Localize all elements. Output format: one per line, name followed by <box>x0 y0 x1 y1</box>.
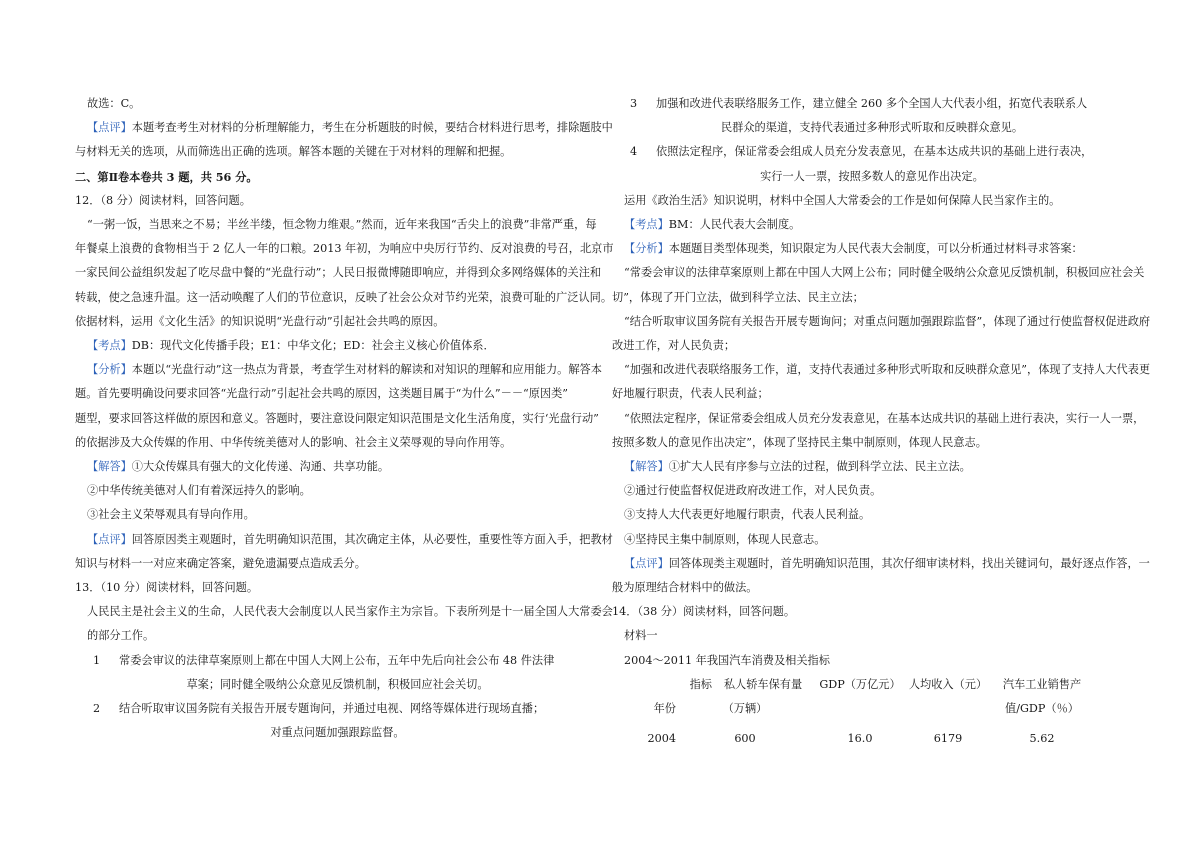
q13-table <box>75 649 600 746</box>
fenxi-tag: 【分析】 <box>624 242 669 256</box>
q13-intro-line: 的部分工作。 <box>87 629 155 643</box>
q13-question: 运用《政治生活》知识说明，材料中全国人大常委会的工作是如何保障人民当家作主的。 <box>624 193 1061 207</box>
q12-dianping-line: 知识与材料一一对应来确定答案，避免遗漏要点造成丢分。 <box>75 556 366 570</box>
row-text: 常委会审议的法律草案原则上都在中国人大网上公布，五年中先后向社会公布 48 件法律 <box>119 653 555 667</box>
q12-body-line: 年餐桌上浪费的食物相当于 2 亿人一年的口粮。2013 年初，为响应中央厉行节约、反对浪费的号召，北京市 <box>75 242 614 256</box>
comment-11-line-2: 与材料无关的选项，从而筛选出正确的选项。解答本题的关键在于对材料的理解和把握。 <box>75 145 512 159</box>
q13-dianping-line: 【点评】回答体现类主观题时，首先明确知识范围，其次仔细审读材料，找出关键词句，最好逐点作答，一 <box>624 556 1150 570</box>
dianping-tag: 【点评】 <box>624 556 669 570</box>
row-text: 结合听取审议国务院有关报告开展专题询问，并通过电视、网络等媒体进行现场直播； <box>119 702 545 716</box>
kaodian-tag: 【考点】 <box>87 339 132 353</box>
q12-body-line: 一家民间公益组织发起了吃尽盘中餐的“光盘行动”；人民日报微博随即响应，并得到众多网络媒体的关注和 <box>75 266 602 280</box>
table-row <box>612 727 1132 751</box>
q12-fenxi-line: 【分析】本题以“光盘行动”这一热点为背景，考查学生对材料的解读和对知识的理解和应用能力。解答本 <box>87 363 602 377</box>
cell-year: 2004 <box>647 732 676 746</box>
q13-fenxi-line: 改进工作，对人民负责； <box>612 339 736 353</box>
row-number: 3 <box>630 97 638 110</box>
row-continuation: 对重点问题加强跟踪监督。 <box>270 726 405 740</box>
q13-fenxi-line: 好地履行职责，代表人民利益； <box>612 387 769 401</box>
q13-jieda-line: 【解答】①扩大人民有序参与立法的过程，做到科学立法、民主立法。 <box>624 460 971 474</box>
q14-material-label: 材料一 <box>624 629 658 643</box>
comment-tag: 【点评】 <box>87 121 132 135</box>
q13-jieda-line: ②通过行使监督权促进政府改进工作，对人民负责。 <box>624 484 882 498</box>
row-number: 1 <box>93 653 101 667</box>
header-cars-unit: （万辆） <box>722 702 768 716</box>
q13-fenxi-line: “结合听取审议国务院有关报告开展专题询问；对重点问题加强跟踪监督”，体现了通过行使监督权促进政府 <box>624 314 1151 328</box>
q13-jieda-line: ④坚持民主集中制原则，体现人民意志。 <box>624 532 826 546</box>
q13-table-continued <box>612 92 1132 189</box>
q14-table <box>612 673 1132 752</box>
cell-gdp: 16.0 <box>847 732 873 746</box>
q13-title: 13．（10 分）阅读材料，回答问题。 <box>75 581 259 595</box>
row-continuation: 民群众的渠道，支持代表通过多种形式听取和反映群众意见。 <box>720 121 1024 135</box>
table-row <box>75 697 600 721</box>
q12-fenxi-line: 题。首先要明确设问要求回答“光盘行动”引起社会共鸣的原因，这类题目属于“为什么”－－“原因类” <box>75 387 569 401</box>
right-column <box>612 92 1151 751</box>
cell-income: 6179 <box>933 732 963 746</box>
q12-jieda-line: ②中华传统美德对人们有着深远持久的影响。 <box>87 484 311 498</box>
q12-dianping-line: 【点评】回答原因类主观题时，首先明确知识范围，其次确定主体，从必要性，重要性等方面入手，把教材 <box>87 532 613 546</box>
cell-ratio: 5.62 <box>1029 732 1055 746</box>
row-number: 2 <box>93 702 101 716</box>
fenxi-tag: 【分析】 <box>87 363 132 377</box>
header-cars: 私人轿车保有量 <box>723 677 803 691</box>
row-continuation: 实行一人一票，按照多数人的意见作出决定。 <box>760 169 984 183</box>
table-header-row <box>612 697 1132 721</box>
q12-jieda-line: ③社会主义荣辱观具有导向作用。 <box>87 508 255 522</box>
header-income: 人均收入（元） <box>908 677 988 691</box>
q13-fenxi-line: 按照多数人的意见作出决定”，体现了坚持民主集中制原则，体现人民意志。 <box>612 435 987 449</box>
q12-jieda-line: 【解答】①大众传媒具有强大的文化传递、沟通、共享功能。 <box>87 460 390 474</box>
q12-body-line: “一粥一饭，当思来之不易；半丝半缕，恒念物力维艰。”然而，近年来我国“舌尖上的浪费”非常严重，每 <box>87 218 597 232</box>
q13-dianping-line: 般为原理结合材料中的做法。 <box>612 581 758 595</box>
q12-fenxi-line: 的依据涉及大众传媒的作用、中华传统美德对人的影响、社会主义荣辱观的导向作用等。 <box>75 435 512 449</box>
dianping-tag: 【点评】 <box>87 532 132 546</box>
q12-body-line: 依据材料，运用《文化生活》的知识说明“光盘行动”引起社会共鸣的原因。 <box>75 314 445 328</box>
header-gdp: GDP（万亿元） <box>819 677 901 691</box>
q12-fenxi-line: 题型，要求回答这样做的原因和意义。答题时，要注意设问限定知识范围是文化生活角度，实行‘光盘行动” <box>75 411 599 425</box>
answer-line: 故选：C。 <box>87 97 141 110</box>
header-nianfen: 年份 <box>653 702 676 716</box>
comment-11-line-1: 【点评】本题考查考生对材料的分析理解能力，考生在分析题肢的时候，要结合材料进行思考，排除题肢中 <box>87 121 613 135</box>
q13-fenxi-line: “常委会审议的法律草案原则上都在中国人大网上公布；同时健全吸纳公众意见反馈机制，积极回应社会关 <box>624 266 1145 280</box>
q13-fenxi-line: 【分析】本题题目类型体现类，知识限定为人民代表大会制度，可以分析通过材料寻求答案： <box>624 242 1083 256</box>
q13-fenxi-line: “依照法定程序，保证常委会组成人员充分发表意见，在基本达成共识的基础上进行表决，实行一人一票， <box>624 411 1145 425</box>
q13-fenxi-line: 切”，体现了开门立法，做到科学立法、民主立法； <box>612 290 864 304</box>
q14-title: 14．（38 分）阅读材料，回答问题。 <box>612 605 796 619</box>
q13-kaodian: 【考点】BM：人民代表大会制度。 <box>624 218 801 232</box>
q12-title: 12．（8 分）阅读材料，回答问题。 <box>75 193 251 207</box>
q13-jieda-line: ③支持人大代表更好地履行职责，代表人民利益。 <box>624 508 871 522</box>
q12-body-line: 转载，使之急速升温。这一活动唤醒了人们的节位意识，反映了社会公众对节约光荣，浪费可耻的广泛认同。 <box>75 290 613 304</box>
q13-intro-line: 人民民主是社会主义的生命，人民代表大会制度以人民当家作主为宗旨。下表所列是十一届全国人大常委会 <box>87 605 613 619</box>
table-row <box>75 649 600 673</box>
kaodian-tag: 【考点】 <box>624 218 669 232</box>
cell-cars: 600 <box>734 732 756 746</box>
q14-table-title: 2004～2011 年我国汽车消费及相关指标 <box>624 653 830 667</box>
row-number: 4 <box>630 145 638 159</box>
header-zhibiao: 指标 <box>689 677 712 691</box>
table-row <box>612 92 1132 116</box>
left-column <box>75 92 614 745</box>
q12-kaodian: 【考点】DB：现代文化传播手段；E1：中华文化；ED：社会主义核心价值体系． <box>87 339 495 353</box>
row-text: 依照法定程序，保证常委会组成人员充分发表意见，在基本达成共识的基础上进行表决， <box>656 145 1093 159</box>
row-text: 加强和改进代表联络服务工作，建立健全 260 多个全国人大代表小组，拓宽代表联系人 <box>656 97 1088 110</box>
row-continuation: 草案；同时健全吸纳公众意见反馈机制，积极回应社会关切。 <box>186 677 489 691</box>
header-ratio: 汽车工业销售产 <box>1002 677 1082 691</box>
jieda-tag: 【解答】 <box>87 460 132 474</box>
jieda-tag: 【解答】 <box>624 460 669 474</box>
q13-fenxi-line: “加强和改进代表联络服务工作，道，支持代表通过多种形式听取和反映群众意见”，体现了支持人大代表更 <box>624 363 1151 377</box>
table-header-row <box>612 673 1132 697</box>
table-row <box>612 140 1132 164</box>
section-2-heading: 二、第Ⅱ卷本卷共 3 题，共 56 分。 <box>75 169 258 184</box>
header-ratio-unit: 值/GDP（％） <box>1005 702 1079 716</box>
